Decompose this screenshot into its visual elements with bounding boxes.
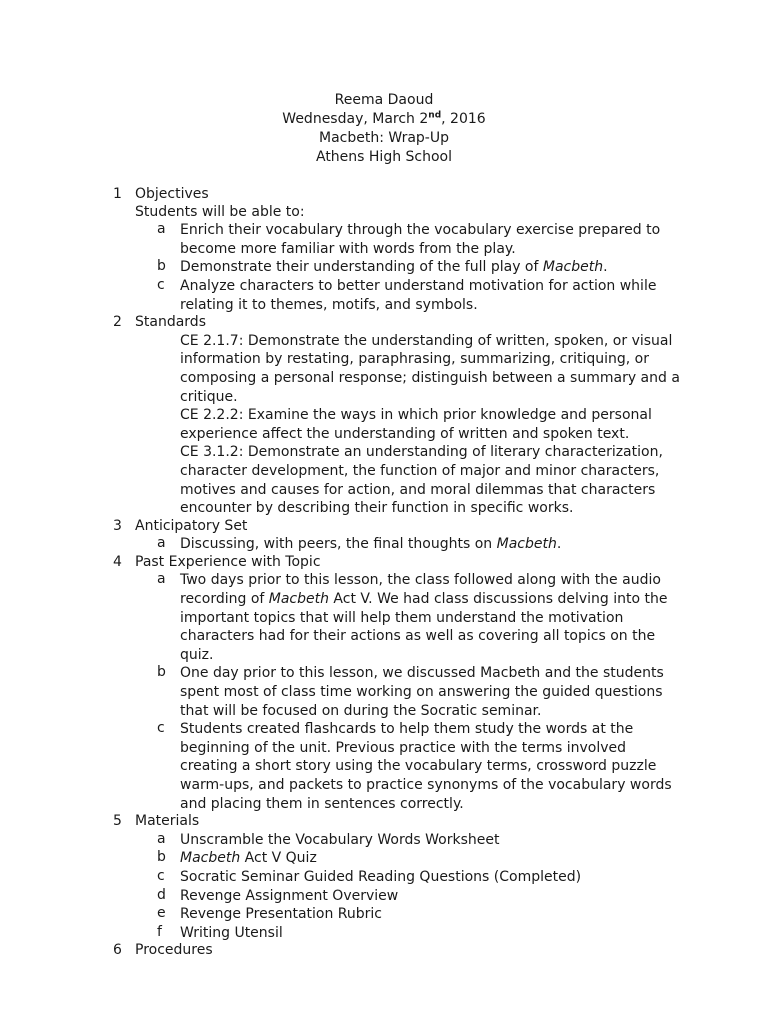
section-title: Procedures: [135, 942, 213, 959]
section-anticipatory-set: [0, 518, 768, 536]
item-letter: c: [157, 720, 165, 737]
section-past-experience: [0, 554, 768, 572]
objectives-intro: Students will be able to:: [135, 203, 305, 220]
section-number: 1: [113, 186, 122, 202]
item-text: Students created flashcards to help them study the words at the beginning of the unit. Previous practice with the terms involved creating a short story using the vocabulary terms, crossword puzzle warm-ups, and packets to practice synonyms of the vocabulary words and placing them in sentences correctly.: [180, 721, 672, 812]
list-item: [0, 277, 768, 314]
section-objectives: [0, 186, 768, 204]
section-number: 3: [113, 517, 122, 534]
list-item: [0, 221, 768, 258]
list-item: [0, 571, 768, 664]
item-text: Revenge Assignment Overview: [180, 887, 399, 904]
list-item: [0, 849, 768, 868]
author-name: Reema Daoud: [334, 92, 434, 108]
item-text: Two days prior to this lesson, the class followed along with the audio recording of Macbeth Act V. We had class discussions delving into the important topics that will help them understand the motivation characters had for their actions as well as covering all topics on the quiz.: [180, 572, 668, 663]
standard-item: CE 2.2.2: Examine the ways in which prior knowledge and personal experience affect the understanding of written and spoken text.: [180, 407, 652, 442]
section-number: 2: [113, 314, 122, 331]
list-item: [0, 905, 768, 924]
play-title: Macbeth: [268, 591, 329, 608]
item-text: Analyze characters to better understand motivation for action while relating it to themes, motifs, and symbols.: [180, 277, 657, 313]
section-materials: [0, 813, 768, 831]
section-procedures: [0, 942, 768, 960]
item-letter: c: [157, 276, 165, 293]
section-title: Anticipatory Set: [135, 517, 248, 534]
item-text: Unscramble the Vocabulary Words Worksheet: [180, 831, 500, 848]
date-ordinal: nd: [428, 110, 442, 121]
list-item: [0, 831, 768, 850]
section-number: 5: [113, 813, 122, 830]
item-letter: b: [157, 258, 166, 275]
section-title: Standards: [135, 314, 206, 331]
item-letter: d: [157, 886, 166, 903]
document-header: [0, 91, 768, 167]
item-text: Demonstrate their understanding of the full play of Macbeth.: [180, 259, 608, 276]
item-text: Socratic Seminar Guided Reading Questions (Completed): [180, 868, 582, 885]
standard-item: CE 3.1.2: Demonstrate an understanding of literary characterization, character development, the function of major and minor characters, motives and causes for action, and moral dilemmas that characters encounter by describing their function in specific works.: [180, 444, 663, 517]
section-number: 4: [113, 553, 122, 570]
item-letter: b: [157, 849, 166, 866]
item-letter: a: [157, 571, 166, 588]
section-title: Past Experience with Topic: [135, 553, 321, 570]
play-title: Macbeth: [542, 259, 604, 276]
play-title: Macbeth: [180, 850, 241, 867]
item-text: Enrich their vocabulary through the vocabulary exercise prepared to become more familiar with words from the play.: [180, 222, 661, 257]
list-item: [0, 535, 768, 554]
item-letter: a: [157, 221, 166, 238]
list-item: [0, 924, 768, 943]
item-text: Revenge Presentation Rubric: [180, 906, 383, 923]
item-letter: c: [157, 867, 165, 884]
play-title: Macbeth: [496, 536, 557, 553]
list-item: [0, 258, 768, 277]
item-text: Macbeth Act V Quiz: [180, 850, 317, 867]
item-letter: f: [157, 923, 162, 940]
lesson-date: [0, 110, 768, 129]
section-title: Objectives: [135, 186, 209, 202]
date-year: , 2016: [441, 111, 486, 127]
lesson-plan-body: [0, 186, 768, 960]
item-text: Writing Utensil: [180, 924, 283, 941]
item-letter: e: [157, 905, 166, 922]
list-item: [0, 868, 768, 887]
school-name: Athens High School: [315, 149, 453, 165]
list-item: [0, 887, 768, 906]
item-letter: a: [157, 535, 166, 552]
standard-item: CE 2.1.7: Demonstrate the understanding of written, spoken, or visual information by restating, paraphrasing, summarizing, critiquing, or composing a personal response; distinguish between a summary and a critique.: [180, 332, 680, 405]
section-title: Materials: [135, 813, 200, 830]
list-item: [0, 664, 768, 720]
item-text: Discussing, with peers, the final thoughts on Macbeth.: [180, 536, 562, 553]
list-item: [0, 720, 768, 813]
lesson-title: Macbeth: Wrap-Up: [318, 130, 449, 146]
item-letter: a: [157, 830, 166, 847]
item-text: One day prior to this lesson, we discussed Macbeth and the students spent most of class time working on answering the guided questions that will be focused on during the Socratic seminar.: [180, 665, 664, 719]
item-letter: b: [157, 664, 166, 681]
section-standards: [0, 314, 768, 332]
section-number: 6: [113, 942, 122, 959]
date-text: Wednesday, March 2: [282, 111, 429, 127]
